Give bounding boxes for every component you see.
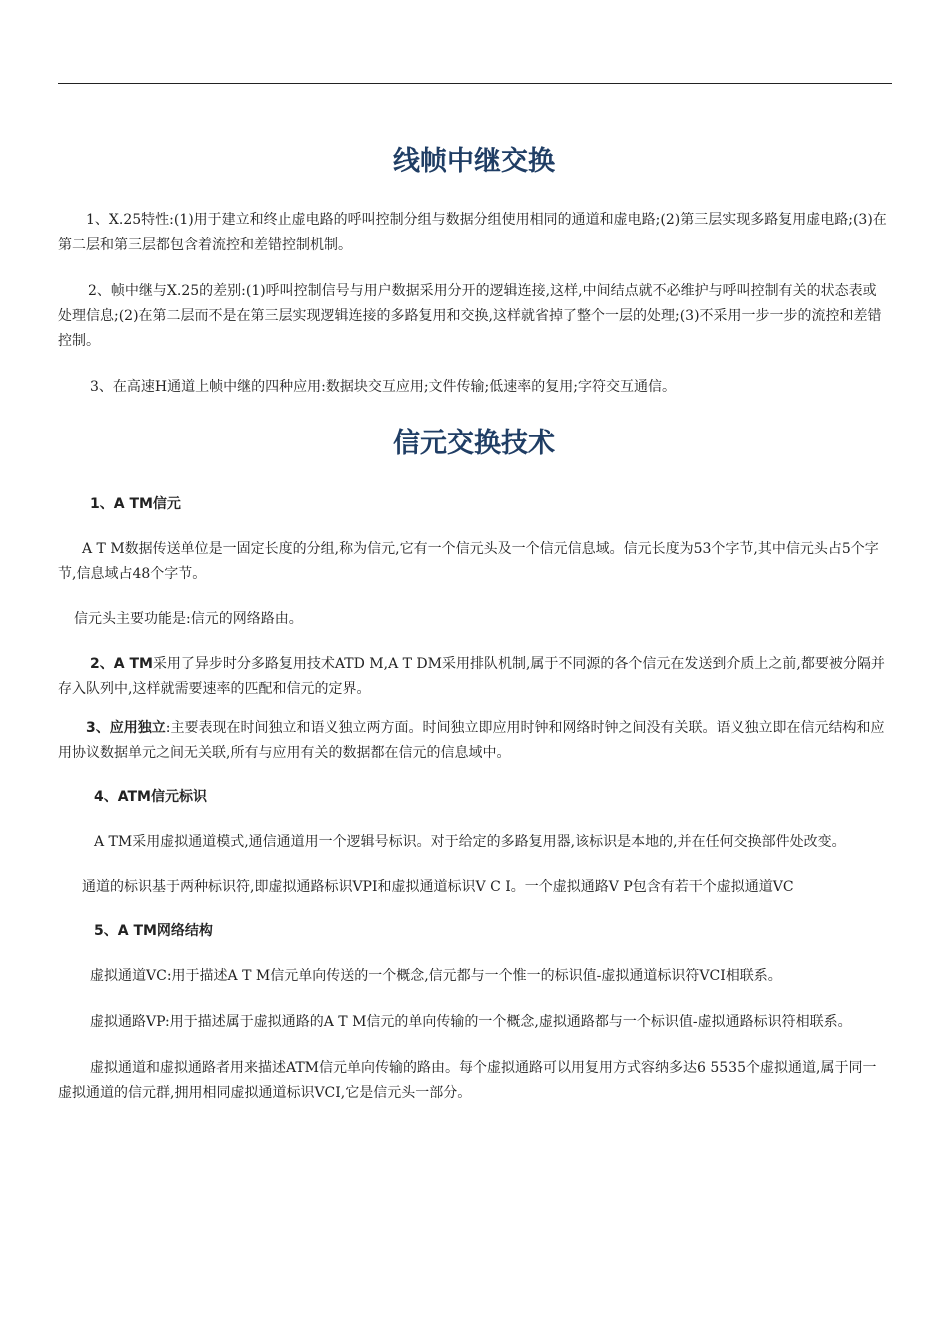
paragraph-atm-atdm — [58, 652, 890, 702]
document-body — [58, 140, 890, 1106]
paragraph-text: 采用了异步时分多路复用技术ATD M,A T DM采用排队机制,属于不同源的各个信元在发送到介质上之前,都要被分隔并存入队列中,这样就需要速率的匹配和信元的定界。 — [58, 656, 885, 697]
section-title-frame-relay: 线帧中继交换 — [393, 146, 555, 177]
section-title-cell-switching: 信元交换技术 — [393, 428, 555, 459]
paragraph-x25-features: 1、X.25特性:(1)用于建立和终止虚电路的呼叫控制分组与数据分组使用相同的通道和虚电路;(2)第三层实现多路复用虚电路;(3)在第二层和第三层都包含着流控和差错控制机制。 — [58, 212, 887, 253]
subheading-atm-cell-id: 4、ATM信元标识 — [94, 789, 207, 805]
inline-heading-atm: 2、A TM — [90, 656, 153, 672]
paragraph-frame-relay-apps: 3、在高速H通道上帧中继的四种应用:数据块交互应用;文件传输;低速率的复用;字符交互通信。 — [90, 379, 676, 395]
paragraph-cell-header-func: 信元头主要功能是:信元的网络路由。 — [74, 611, 303, 627]
paragraph-text: :主要表现在时间独立和语义独立两方面。时间独立即应用时钟和网络时钟之间没有关联。语义独立即在信元结构和应用协议数据单元之间无关联,所有与应用有关的数据都在信元的信息域中。 — [58, 720, 885, 761]
inline-heading-app-independence: 3、应用独立 — [86, 720, 166, 736]
paragraph-vpi-vci: 通道的标识基于两种标识符,即虚拟通路标识VPI和虚拟通道标识V C I。一个虚拟通路V P包含有若干个虚拟通道VC — [82, 879, 794, 895]
paragraph-vc-vp-routing: 虚拟通道和虚拟通路者用来描述ATM信元单向传输的路由。每个虚拟通路可以用复用方式容纳多达6 5535个虚拟通道,属于同一虚拟通道的信元群,拥用相同虚拟通道标识VCI,它是信元头一部分。 — [58, 1060, 877, 1101]
subheading-atm-network: 5、A TM网络结构 — [94, 923, 213, 939]
header-rule — [58, 83, 892, 84]
paragraph-atm-cell-def: A T M数据传送单位是一固定长度的分组,称为信元,它有一个信元头及一个信元信息域。信元长度为53个字节,其中信元头占5个字节,信息域占48个字节。 — [58, 541, 879, 582]
paragraph-virtual-channel-mode: A TM采用虚拟通道模式,通信通道用一个逻辑号标识。对于给定的多路复用器,该标识是本地的,并在任何交换部件处改变。 — [94, 834, 846, 850]
paragraph-frame-relay-diff: 2、帧中继与X.25的差别:(1)呼叫控制信号与用户数据采用分开的逻辑连接,这样,中间结点就不必维护与呼叫控制有关的状态表或处理信息;(2)在第二层而不是在第三层实现逻辑连接的多路复用和交换,这样就省掉了整个一层的处理;(3)不采用一步一步的流控和差错控制。 — [58, 283, 882, 349]
paragraph-app-independence — [58, 716, 890, 766]
subheading-atm-cell: 1、A TM信元 — [90, 496, 181, 512]
paragraph-vc: 虚拟通道VC:用于描述A T M信元单向传送的一个概念,信元都与一个惟一的标识值-虚拟通道标识符VCI相联系。 — [90, 968, 782, 984]
paragraph-vp: 虚拟通路VP:用于描述属于虚拟通路的A T M信元的单向传输的一个概念,虚拟通路都与一个标识值-虚拟通路标识符相联系。 — [90, 1014, 852, 1030]
